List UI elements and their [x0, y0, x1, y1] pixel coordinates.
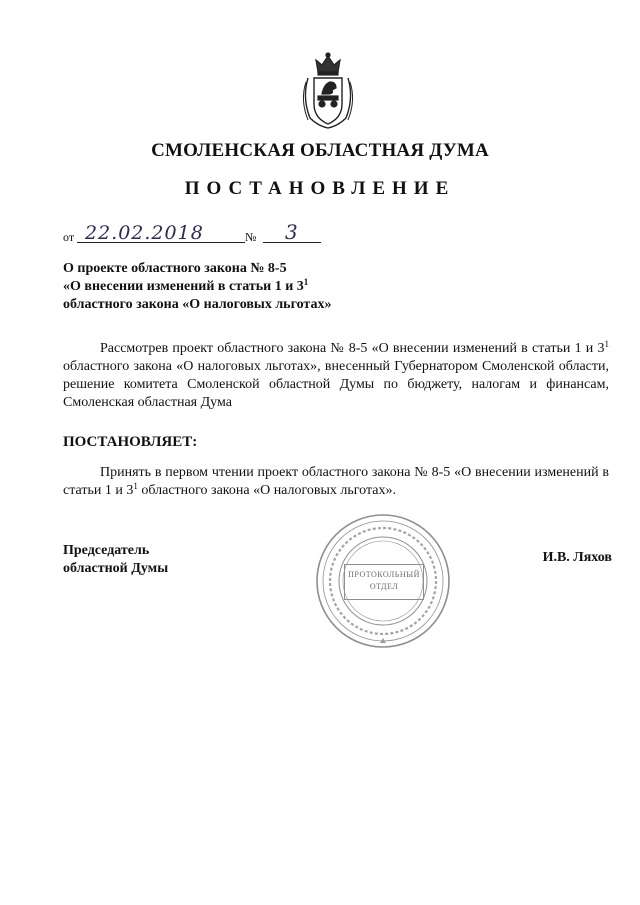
date-handwritten: 22.02.2018	[85, 222, 204, 244]
date-from-label: от	[63, 230, 75, 244]
signatory-name: И.В. Ляхов	[542, 550, 612, 565]
subject-superscript: 1	[303, 277, 309, 287]
resolution-paragraph	[63, 464, 609, 500]
dateline	[63, 220, 298, 244]
subject-line-3: областного закона «О налоговых льготах»	[63, 297, 332, 312]
stamp-line-1: ПРОТОКОЛЬНЫЙ	[348, 570, 420, 579]
resolution-text-2: областного закона «О налоговых льготах».	[137, 483, 396, 498]
subject-line-2-text: «О внесении изменений в статьи 1 и 3	[63, 279, 304, 294]
preamble-paragraph	[63, 340, 609, 412]
document-type: ПОСТАНОВЛЕНИЕ	[184, 178, 456, 199]
resolution-superscript: 1	[133, 481, 138, 491]
organization-title: СМОЛЕНСКАЯ ОБЛАСТНАЯ ДУМА	[151, 140, 489, 161]
position-line-1: Председатель	[63, 543, 150, 558]
position-line-2: областной Думы	[63, 561, 169, 576]
preamble-text-1: Рассмотрев проект областного закона № 8-5 «О внесении изменений в статьи 1 и 3	[100, 341, 605, 356]
number-handwritten: 3	[285, 220, 298, 244]
preamble-superscript: 1	[604, 339, 609, 349]
coat-of-arms-icon	[298, 52, 358, 130]
preamble-text-2: областного закона «О налоговых льготах», внесенный Губернатором Смоленской области, решение комитета Смоленской областной Думы по бюджету, налогам и финансам, Смоленская областная Дума	[63, 359, 609, 410]
subject-line-1: О проекте областного закона № 8-5	[63, 261, 287, 276]
signatory-position	[63, 542, 168, 578]
decree-heading: ПОСТАНОВЛЯЕТ:	[63, 434, 198, 450]
document-subject	[63, 260, 463, 314]
stamp-line-2: ОТДЕЛ	[369, 582, 399, 591]
number-label: №	[245, 230, 257, 244]
resolution-text-1: Принять в первом чтении проект областного закона № 8-5 «О внесении изменений в статьи 1 и 3	[63, 465, 609, 498]
subject-line-2	[63, 278, 463, 296]
stamp-inner-box	[344, 564, 424, 600]
